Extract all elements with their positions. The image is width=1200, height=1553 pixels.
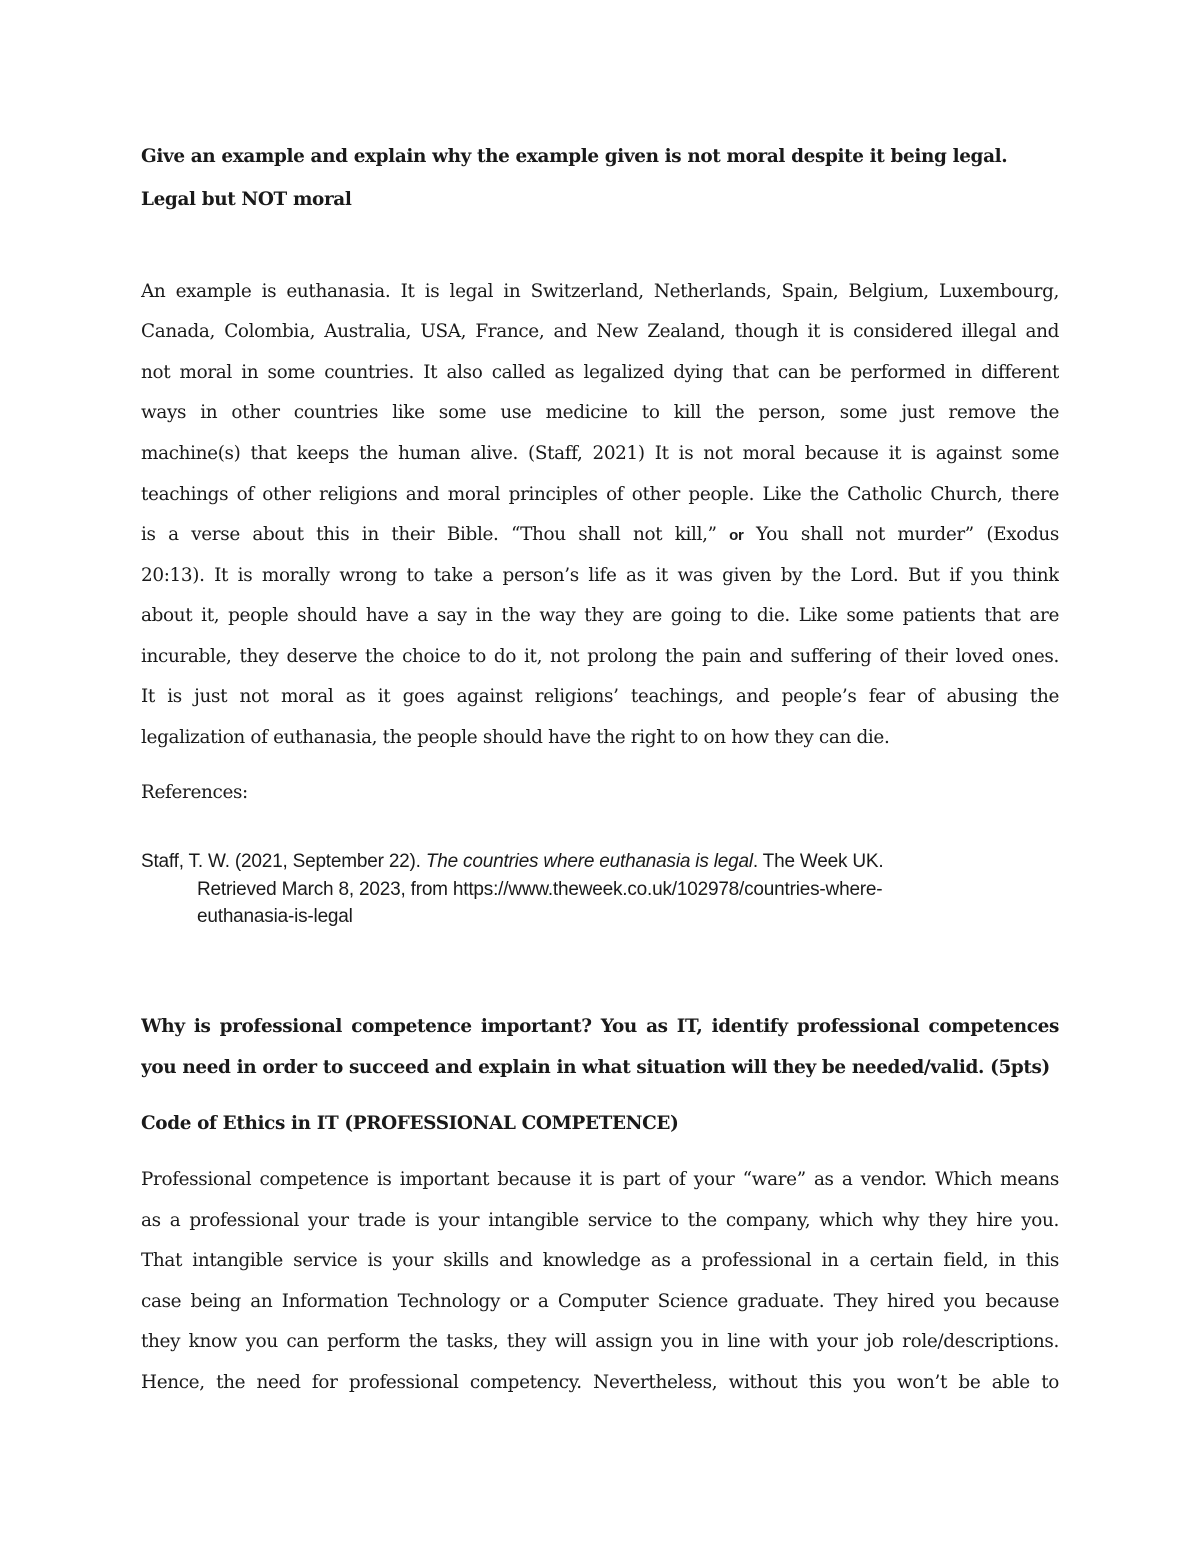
reference-suffix: . The Week UK. xyxy=(752,851,884,872)
reference-title: The countries where euthanasia is legal xyxy=(425,851,753,872)
subheading-legal-not-moral: Legal but NOT moral xyxy=(141,189,352,210)
paragraph-line: they know you can perform the tasks, they will assign you in line with your job role/descriptions. xyxy=(141,1331,1059,1352)
paragraph-line: teachings of other religions and moral principles of other people. Like the Catholic Church, there xyxy=(141,484,1059,505)
paragraph-line: machine(s) that keeps the human alive. (Staff, 2021) It is not moral because it is against some xyxy=(141,443,1059,464)
reference-prefix: Staff, T. W. (2021, September 22). xyxy=(141,851,426,872)
paragraph-line: An example is euthanasia. It is legal in Switzerland, Netherlands, Spain, Belgium, Luxembourg, xyxy=(141,281,1059,302)
paragraph-line-start: is a verse about this in their Bible. “Thou shall not kill,” xyxy=(141,524,717,545)
paragraph-line: Canada, Colombia, Australia, USA, France, and New Zealand, though it is considered illegal and xyxy=(141,321,1059,342)
paragraph-line: ways in other countries like some use medicine to kill the person, some just remove the xyxy=(141,402,1059,423)
paragraph-line: about it, people should have a say in the way they are going to die. Like some patients that are xyxy=(141,605,1059,626)
paragraph-line: Professional competence is important because it is part of your “ware” as a vendor. Which means xyxy=(141,1169,1059,1190)
paragraph-line: That intangible service is your skills and knowledge as a professional in a certain field, in this xyxy=(141,1250,1059,1271)
paragraph-line: 20:13). It is morally wrong to take a person’s life as it was given by the Lord. But if you think xyxy=(141,565,1059,586)
paragraph-line: incurable, they deserve the choice to do it, not prolong the pain and suffering of their loved ones. xyxy=(141,646,1059,667)
paragraph-line-end: You shall not murder” (Exodus xyxy=(755,524,1059,545)
question-heading-1: Give an example and explain why the example given is not moral despite it being legal. xyxy=(141,146,1008,167)
reference-line-3: euthanasia-is-legal xyxy=(197,906,353,927)
paragraph-line: Hence, the need for professional competency. Nevertheless, without this you won’t be able to xyxy=(141,1372,1059,1393)
paragraph-line: legalization of euthanasia, the people should have the right to on how they can die. xyxy=(141,727,890,748)
or-word: or xyxy=(729,527,744,544)
subheading-code-of-ethics: Code of Ethics in IT (PROFESSIONAL COMPETENCE) xyxy=(141,1113,679,1134)
references-label: References: xyxy=(141,782,248,803)
reference-line-1 xyxy=(141,849,1059,875)
paragraph-line: It is just not moral as it goes against religions’ teachings, and people’s fear of abusing the xyxy=(141,686,1059,707)
question-heading-2-line-2: you need in order to succeed and explain in what situation will they be needed/valid. (5pts) xyxy=(141,1057,1050,1078)
paragraph-line: as a professional your trade is your intangible service to the company, which why they hire you. xyxy=(141,1210,1059,1231)
reference-line-2: Retrieved March 8, 2023, from https://www.theweek.co.uk/102978/countries-where- xyxy=(197,879,883,900)
paragraph-line: not moral in some countries. It also called as legalized dying that can be performed in different xyxy=(141,362,1059,383)
paragraph-line-with-or xyxy=(141,522,1059,548)
paragraph-line: case being an Information Technology or a Computer Science graduate. They hired you because xyxy=(141,1291,1059,1312)
question-heading-2-line-1: Why is professional competence important? You as IT, identify professional competences xyxy=(141,1016,1059,1037)
